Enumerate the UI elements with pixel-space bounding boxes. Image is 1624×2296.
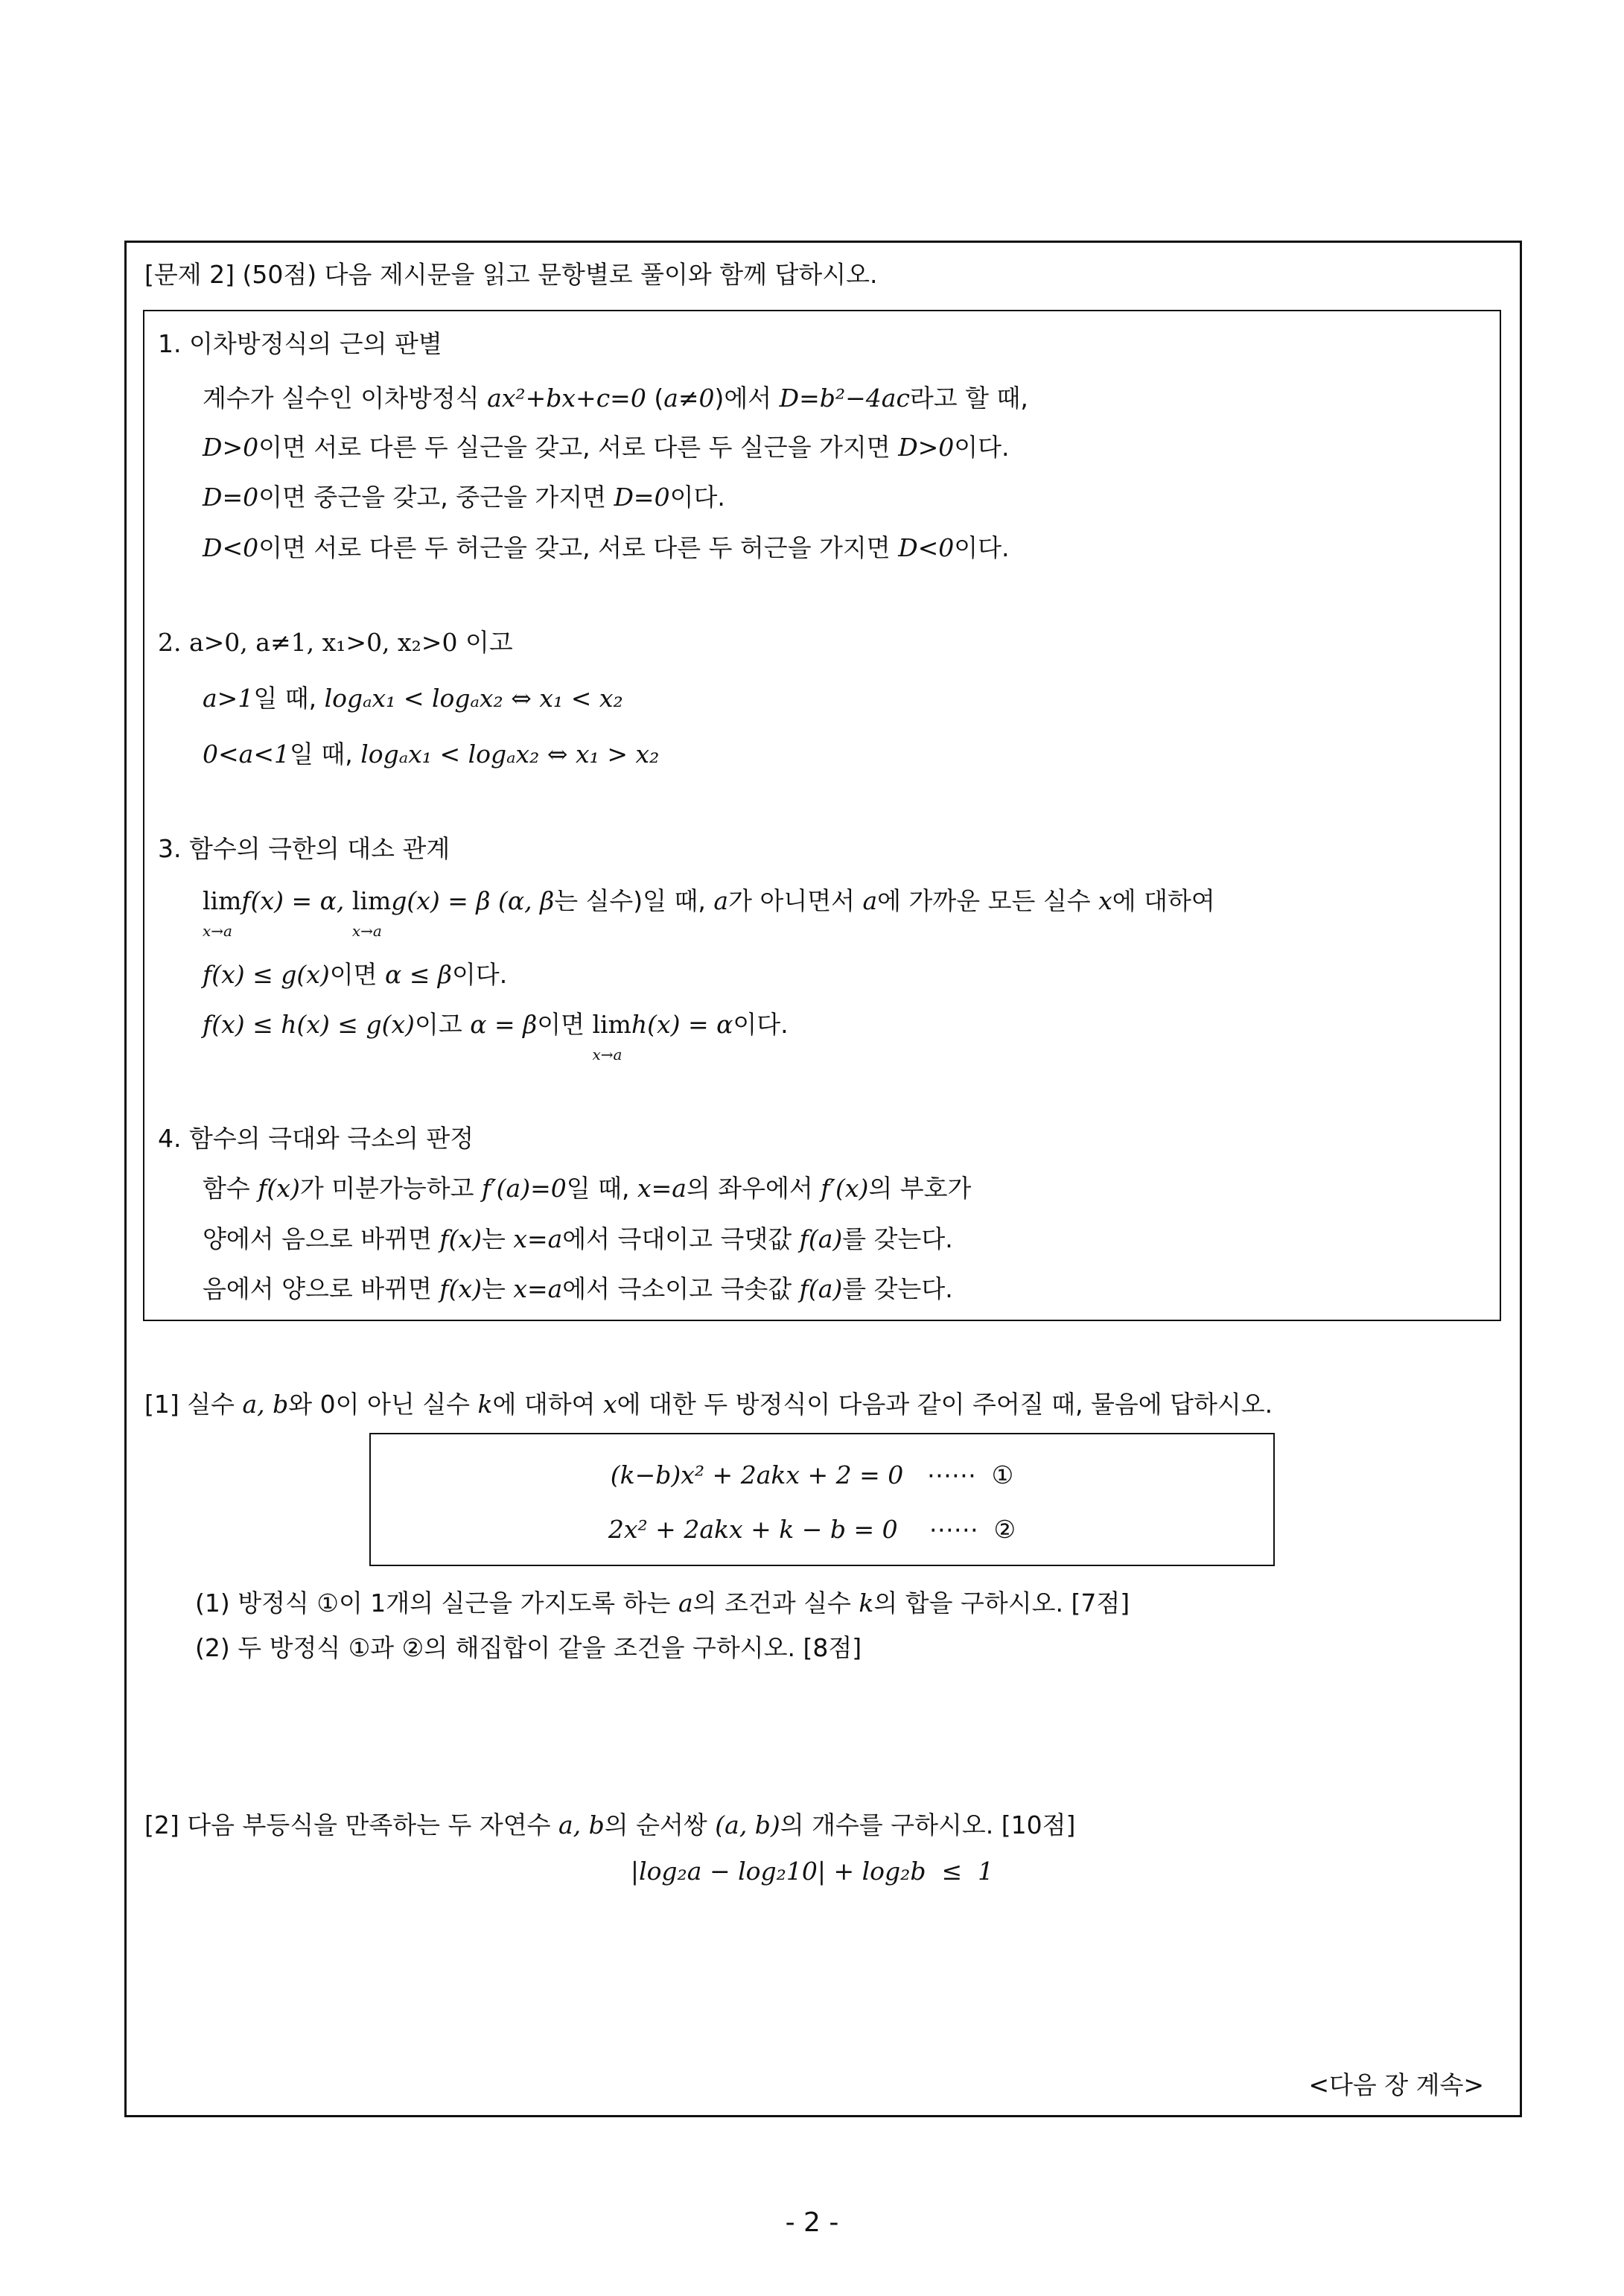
math-expression: a [713,886,729,915]
passage-section-title: 3. 함수의 극한의 대소 관계 [158,834,450,863]
passage-line [203,960,507,990]
text-segment: 의 합을 구하시오. [7점] [873,1589,1130,1618]
lim-text: lim [351,886,392,915]
limit-operator [351,886,392,940]
passage-line [203,384,1028,413]
math-expression: D>0 [203,433,259,462]
passage-line [203,1010,789,1063]
text-segment: 의 개수를 구하시오. [10점] [780,1810,1076,1839]
math-expression: 2x² + 2akx + k − b = 0 [608,1515,898,1544]
math-expression: g(x) = β (α, β [391,886,555,915]
text-segment: 이면 중근을 갖고, 중근을 가지면 [258,483,614,512]
text-segment: 의 조건과 실수 [692,1589,859,1618]
lim-subscript: x→a [351,922,382,940]
text-segment: 에 대하여 [1112,886,1215,915]
q2-intro [144,1810,1075,1840]
q1-intro [144,1390,1273,1419]
text-segment: 이면 [537,1010,593,1039]
text-segment: 일 때, [289,740,361,769]
math-expression: a, b [558,1810,605,1839]
math-expression: x=a [513,1274,563,1303]
passage-line [203,1274,953,1304]
text-segment: )에서 [714,384,780,413]
q2-inequality [0,1857,1624,1886]
q1-sub-question-2 [195,1633,862,1663]
math-expression: f′(x) [821,1174,869,1203]
math-expression: a [862,886,878,915]
text-segment: 의 순서쌍 [604,1810,716,1839]
math-expression: h(x) = α [631,1010,733,1039]
text-segment: 이다. [733,1010,789,1039]
text-segment: 이면 [329,960,385,989]
text-segment: 는 실수)일 때, [554,886,714,915]
math-expression: (k−b)x² + 2akx + 2 = 0 [610,1460,904,1489]
math-expression: x [1098,886,1112,915]
text-segment: 가 미분가능하고 [299,1174,482,1203]
math-expression: f(a) [799,1224,843,1253]
math-expression: D>0 [898,433,955,462]
math-expression: (a, b) [715,1810,780,1839]
math-expression: f(x) [439,1274,482,1303]
equation-2 [0,1515,1624,1545]
text-segment: [1] 실수 [144,1390,243,1419]
text-segment: 를 갖는다. [842,1224,953,1253]
math-expression: D<0 [203,533,259,562]
continue-note: <다음 장 계속> [1308,2070,1484,2099]
text-segment: 이다. [954,533,1010,562]
lim-text: lim [592,1010,631,1039]
math-expression: f(x) ≤ h(x) ≤ g(x) [203,1010,415,1039]
text-segment: ⋯⋯ ② [897,1515,1016,1544]
text-segment: 의 좌우에서 [686,1174,821,1203]
math-expression: a>1 [203,684,254,713]
math-expression: logₐx₁ < logₐx₂ ⇔ x₁ < x₂ [324,684,623,713]
limit-operator [592,1010,631,1063]
problem-header: [문제 2] (50점) 다음 제시문을 읽고 문항별로 풀이와 함께 답하시오. [144,260,878,289]
math-expression: x=a [513,1224,563,1253]
math-expression: f(x) [258,1174,300,1203]
math-expression: logₐx₁ < logₐx₂ ⇔ x₁ > x₂ [360,740,660,769]
passage-section-title: 1. 이차방정식의 근의 판별 [158,329,442,358]
text-segment: 계수가 실수인 이차방정식 [203,384,488,413]
math-expression: D=b²−4ac [779,384,910,413]
math-expression: D<0 [898,533,955,562]
math-expression: x [603,1390,617,1419]
math-expression: a≠0 [663,384,715,413]
passage-section-title: 4. 함수의 극대와 극소의 판정 [158,1124,474,1153]
passage-line [203,533,1010,563]
math-expression: D=0 [614,483,670,512]
passage-line [203,684,623,713]
math-expression: f(x) [439,1224,482,1253]
math-expression: k [477,1390,493,1419]
text-segment: 라고 할 때, [909,384,1028,413]
text-segment: 에서 극대이고 극댓값 [562,1224,800,1253]
text-segment: 함수 [203,1174,258,1203]
text-segment: 이다. [954,433,1010,462]
math-expression: x=a [637,1174,687,1203]
passage-line [203,740,659,769]
text-segment: 를 갖는다. [842,1274,953,1303]
text-segment: 가 아니면서 [728,886,863,915]
text-segment: 에 대하여 [492,1390,603,1419]
text-segment: 이다. [669,483,725,512]
text-segment: 에서 극소이고 극솟값 [562,1274,800,1303]
math-expression: f(a) [799,1274,843,1303]
text-segment: ⋯⋯ ① [903,1460,1014,1489]
text-segment: (1) 방정식 ①이 1개의 실근을 가지도록 하는 [195,1589,678,1618]
equation-box [369,1433,1275,1566]
text-segment: 일 때, [253,684,325,713]
math-expression: α = β [470,1010,538,1039]
math-expression: D=0 [203,483,259,512]
text-segment: 음에서 양으로 바뀌면 [203,1274,440,1303]
text-segment: 이고 [414,1010,471,1039]
page-number: - 2 - [785,2207,839,2238]
text-segment: 이면 서로 다른 두 실근을 갖고, 서로 다른 두 실근을 가지면 [258,433,899,462]
math-expression: 0<a<1 [203,740,290,769]
lim-subscript: x→a [203,922,232,940]
text-segment: [2] 다음 부등식을 만족하는 두 자연수 [144,1810,558,1839]
text-segment: 이면 서로 다른 두 허근을 갖고, 서로 다른 두 허근을 가지면 [258,533,899,562]
math-expression: a, b [242,1390,289,1419]
lim-subscript: x→a [592,1046,622,1063]
text-segment: ( [646,384,664,413]
math-expression: α ≤ β [384,960,452,989]
passage-line [203,1224,953,1254]
passage-line [203,483,725,512]
passage-line [203,433,1010,462]
text-segment: 와 0이 아닌 실수 [288,1390,478,1419]
text-segment: 의 부호가 [868,1174,972,1203]
text-segment: 에 대한 두 방정식이 다음과 같이 주어질 때, 물음에 답하시오. [617,1390,1273,1419]
text-segment: (2) 두 방정식 ①과 ②의 해집합이 같을 조건을 구하시오. [8점] [195,1633,862,1662]
passage-line [203,1174,971,1203]
lim-text: lim [203,886,242,915]
math-expression: k [859,1589,874,1618]
math-expression: a [678,1589,693,1618]
q1-sub-question-1 [195,1589,1130,1618]
text-segment: 이다. [451,960,508,989]
text-segment: 양에서 음으로 바뀌면 [203,1224,440,1253]
text-segment: 는 [481,1224,514,1253]
text-segment: 는 [481,1274,514,1303]
limit-operator [203,886,242,940]
text-segment: 일 때, [566,1174,637,1203]
math-expression: f(x) = α, [241,886,352,915]
math-expression: f(x) ≤ g(x) [203,960,330,989]
text-segment: 에 가까운 모든 실수 [877,886,1099,915]
math-expression: f′(a)=0 [481,1174,567,1203]
math-expression: |log₂a − log₂10| + log₂b ≤ 1 [630,1857,994,1886]
passage-line [203,886,1215,940]
passage-section-title: 2. a>0, a≠1, x₁>0, x₂>0 이고 [158,628,513,657]
equation-1 [0,1460,1624,1490]
math-expression: ax²+bx+c=0 [487,384,646,413]
